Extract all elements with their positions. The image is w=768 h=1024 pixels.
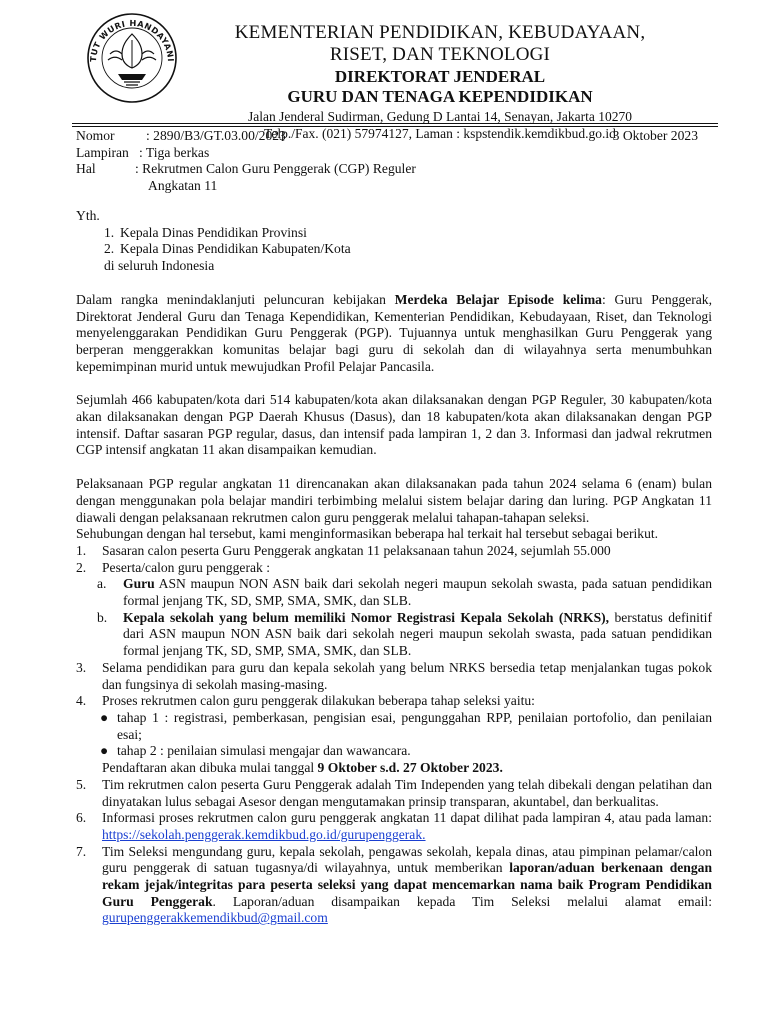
list-text: Proses rekrutmen calon guru penggerak dilakukan beberapa tahap seleksi yaitu: xyxy=(102,693,535,709)
list-item xyxy=(76,844,712,928)
directorate-line1: DIREKTORAT JENDERAL xyxy=(334,67,546,86)
nomor-label: Nomor xyxy=(76,128,115,143)
list-text-rest: Tim Seleksi mengundang guru, kepala sekolah, pengawas sekolah, kepala dinas, atau pimpinan pelamar/calon guru penggerak di satuan tugasnya/di wilayahnya, untuk memberikan xyxy=(102,843,712,876)
bold-term: laporan/aduan berkenaan dengan rekam jejak/integritas para peserta seleksi yang dapat mencemarkan nama baik Program Pendidikan Guru Penggerak xyxy=(102,860,712,909)
list-text xyxy=(102,810,712,843)
directorate-line2: GURU DAN TENAGA KEPENDIDIKAN xyxy=(287,87,593,106)
recipient-item xyxy=(104,241,712,258)
bullet-item xyxy=(76,710,712,743)
list-item xyxy=(76,810,712,843)
lampiran-row xyxy=(76,145,712,162)
letter-body xyxy=(76,208,712,927)
recipient-num: 1. xyxy=(104,224,115,240)
salutation: Yth. xyxy=(76,208,100,223)
list-num: 7. xyxy=(76,843,87,859)
list-text-rest: . Laporan/aduan disampaikan kepada Tim Seleksi melalui alamat email: xyxy=(212,893,712,909)
registration-text: Pendaftaran akan dibuka mulai tanggal xyxy=(102,760,318,776)
ministry-name-line2: RISET, DAN TEKNOLOGI xyxy=(329,44,551,65)
ministry-name-line1: KEMENTERIAN PENDIDIKAN, KEBUDAYAAN, xyxy=(234,22,646,43)
guru-penggerak-link[interactable]: https://sekolah.penggerak.kemdikbud.go.id/gurupenggerak. xyxy=(102,826,426,842)
list-num: 4. xyxy=(76,693,87,709)
bullet-text: tahap 1 : registrasi, pemberkasan, pengisian esai, pengunggahan RPP, penilaian portofolio, dan penilaian esai; xyxy=(117,709,712,742)
list-text: Tim rekrutmen calon peserta Guru Penggerak adalah Tim Independen yang telah dibekali dengan pelatihan dan dinyatakan lulus sebagai Asesor dengan mengutamakan prinsip transparan, akuntabel, dan berkualitas. xyxy=(102,776,712,809)
list-text xyxy=(102,844,712,928)
list-text-rest: Informasi proses rekrutmen calon guru penggerak angkatan 11 dapat dilihat pada lampiran 4, atau pada laman: xyxy=(102,810,712,826)
list-num: 6. xyxy=(76,810,87,826)
paragraph-text: : Guru Penggerak, Direktorat Jenderal Guru dan Tenaga Kependidikan, Kementerian Pendidikan, Kebudayaan, Riset, dan Teknologi menyelenggarakan Pendidikan Guru Penggerak (PGP). Tujuannya untuk menghasilkan Guru Penggerak yang berperan menggerakkan komunitas belajar bagi guru di sekolah dan di wilayahnya serta menumbuhkan kepemimpinan murid untuk mewujudkan Profil Pelajar Pancasila. xyxy=(76,291,713,374)
bullet-text: tahap 2 : penilaian simulasi mengajar dan wawancara. xyxy=(117,743,411,759)
list-num: 1. xyxy=(76,542,87,558)
hal-value: : Rekrutmen Calon Guru Penggerak (CGP) Reguler xyxy=(135,161,416,177)
paragraph-targets: Sejumlah 466 kabupaten/kota dari 514 kabupaten/kota akan dilaksanakan dengan PGP Reguler, 30 kabupaten/kota akan dilaksanakan dengan PGP Daerah Khusus (Dasus), dan 18 kabupaten/kota akan dilaksanakan dengan PGP intensif. Daftar sasaran PGP regular, dasus, dan intensif pada lampiran 1, 2 dan 3. Informasi dan jadwal rekrutmen CGP intensif angkatan 11 akan disampaikan kemudian. xyxy=(76,392,712,458)
contact-info: Telp./Fax. (021) 57974127, Laman : kspstendik.kemdikbud.go.id xyxy=(264,126,616,141)
registration-dates xyxy=(76,760,712,777)
recipient-list xyxy=(76,225,712,258)
hal-row-2 xyxy=(76,178,712,195)
list-item xyxy=(76,693,712,710)
list-text: Peserta/calon guru penggerak : xyxy=(102,559,270,575)
hal-value-2: Angkatan 11 xyxy=(148,178,218,194)
sub-list-text-rest: ASN maupun NON ASN baik dari sekolah negeri maupun sekolah swasta, pada satuan pendidikan formal jenjang TK, SD, SMP, SMA, SMK, dan SLB. xyxy=(123,576,712,609)
hal-label: Hal xyxy=(76,161,96,177)
sub-list-text xyxy=(123,610,712,660)
address: Jalan Jenderal Sudirman, Gedung D Lantai 14, Senayan, Jakarta 10270 xyxy=(248,109,632,124)
tut-wuri-handayani-logo xyxy=(82,10,182,104)
paragraph-intro xyxy=(76,292,712,376)
svg-text:TUT WURI HANDAYANI: TUT WURI HANDAYANI xyxy=(87,17,177,63)
paragraph-lead-in: Sehubungan dengan hal tersebut, kami menginformasikan beberapa hal terkait hal tersebut sebagai berikut. xyxy=(76,526,659,542)
list-num: 5. xyxy=(76,776,87,792)
sub-list-text xyxy=(123,576,712,609)
list-text: Sasaran calon peserta Guru Penggerak angkatan 11 pelaksanaan tahun 2024, sejumlah 55.000 xyxy=(102,542,611,558)
recipient-text: Kepala Dinas Pendidikan Kabupaten/Kota xyxy=(120,241,351,257)
recipient-num: 2. xyxy=(104,241,115,257)
paragraph-schedule: Pelaksanaan PGP regular angkatan 11 direncanakan akan dilaksanakan pada tahun 2024 selama 6 (enam) bulan dengan menggunakan pola belajar mandiri terbimbing melalui sistem belajar daring dan luring. PGP Angkatan 11 diawali dengan pelaksanaan rekrutmen calon guru penggerak melalui tahapan-tahapan seleksi. xyxy=(76,476,712,525)
sub-list-num: a. xyxy=(97,576,107,592)
sub-list-text-rest: berstatus definitif dari ASN maupun NON ASN baik dari sekolah negeri maupun sekolah swasta, pada satuan pendidikan formal jenjang TK, SD, SMP, SMA, SMK, dan SLB. xyxy=(123,609,712,659)
recipient-location: di seluruh Indonesia xyxy=(104,258,215,274)
list-item xyxy=(76,560,712,577)
recipient-item xyxy=(104,225,712,242)
sub-list-item xyxy=(76,610,712,660)
paragraph-text: Dalam rangka menindaklanjuti peluncuran kebijakan xyxy=(76,291,395,307)
bullet-dot: ● xyxy=(100,743,109,759)
bold-term: Kepala sekolah yang belum memiliki Nomor Registrasi Kepala Sekolah (NRKS), xyxy=(123,609,610,625)
list-num: 2. xyxy=(76,559,87,575)
letterhead-divider xyxy=(72,123,718,124)
list-item xyxy=(76,777,712,810)
sub-list-item xyxy=(76,576,712,609)
list-item xyxy=(76,660,712,693)
list-text: Selama pendidikan para guru dan kepala sekolah yang belum NRKS bersedia tetap menjalankan tugas pokok dan fungsinya di sekolah masing-masing. xyxy=(102,659,712,692)
bullet-dot: ● xyxy=(100,709,109,725)
recipient-text: Kepala Dinas Pendidikan Provinsi xyxy=(120,224,307,240)
list-item xyxy=(76,543,712,560)
letter-date: 3 Oktober 2023 xyxy=(612,128,698,143)
hal-row xyxy=(76,161,712,178)
list-num: 3. xyxy=(76,659,87,675)
registration-period: 9 Oktober s.d. 27 Oktober 2023. xyxy=(317,760,503,776)
letterhead xyxy=(190,22,690,142)
complaint-email-link[interactable]: gurupenggerakkemendikbud@gmail.com xyxy=(102,910,328,926)
lampiran-value: : Tiga berkas xyxy=(139,144,210,160)
sub-list-num: b. xyxy=(97,609,108,625)
nomor-row xyxy=(76,128,712,145)
policy-name: Merdeka Belajar Episode kelima xyxy=(394,291,602,307)
nomor-value: : 2890/B3/GT.03.00/2023 xyxy=(146,128,286,143)
bold-term: Guru xyxy=(123,576,155,592)
bullet-item xyxy=(76,743,712,760)
letter-meta xyxy=(76,128,712,195)
letterhead-divider-thin xyxy=(72,126,718,127)
lampiran-label: Lampiran xyxy=(76,144,129,160)
